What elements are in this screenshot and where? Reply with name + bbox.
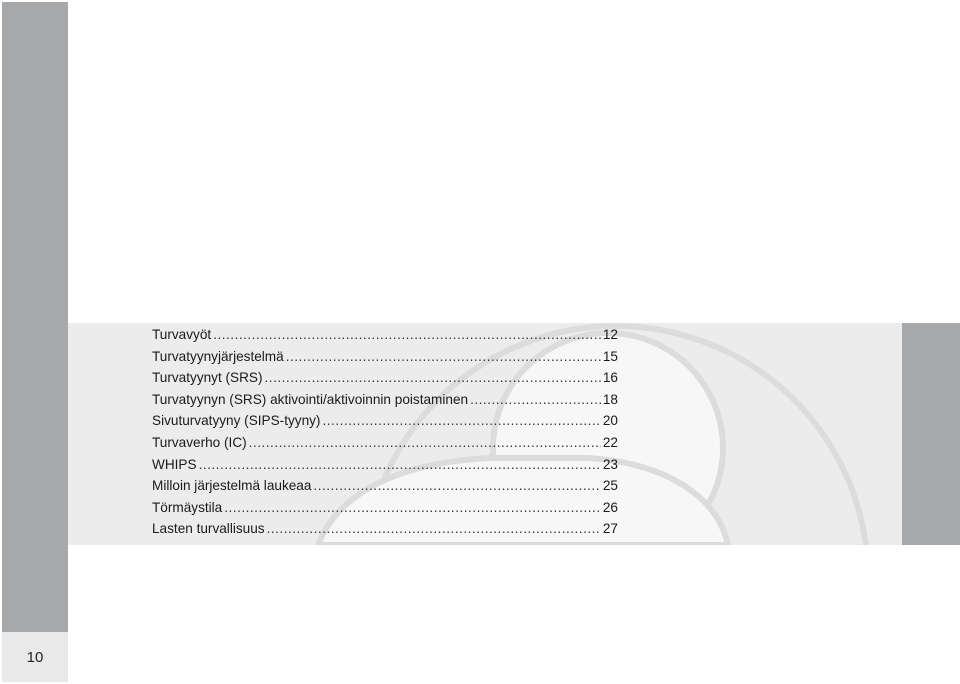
toc-leader-dots	[213, 327, 601, 342]
toc-leader-dots	[286, 349, 601, 364]
right-section-tab	[902, 323, 960, 545]
toc-entry-title: Turvaverho (IC)	[152, 434, 247, 450]
toc-leader-dots	[322, 413, 600, 428]
toc-entry-page: 12	[602, 327, 618, 342]
page-number: 10	[2, 632, 68, 682]
toc-entry-title: Milloin järjestelmä laukeaa	[152, 478, 312, 494]
toc-entry-page: 16	[602, 370, 618, 386]
toc-entry-title: Turvatyynyt (SRS)	[152, 370, 263, 386]
toc-leader-dots	[249, 435, 601, 450]
toc-entry-page: 23	[602, 456, 618, 472]
toc-leader-dots	[267, 521, 601, 536]
toc-entry-page: 15	[602, 348, 618, 364]
toc-entry-title: Turvatyynyjärjestelmä	[152, 348, 284, 364]
table-of-contents	[152, 327, 618, 543]
toc-entry-page: 27	[602, 521, 618, 537]
toc-entry[interactable]	[152, 413, 618, 435]
toc-entry-page: 18	[602, 391, 618, 407]
toc-leader-dots	[199, 457, 601, 472]
toc-entry-title: Turvavyöt	[152, 327, 212, 342]
toc-entry[interactable]	[152, 349, 618, 371]
toc-entry-page: 25	[602, 478, 618, 494]
toc-entry[interactable]	[152, 435, 618, 457]
toc-entry[interactable]	[152, 327, 618, 349]
toc-entry[interactable]	[152, 457, 618, 479]
toc-entry-title: Turvatyynyn (SRS) aktivointi/aktivoinnin poistaminen	[152, 391, 469, 407]
toc-entry-title: WHIPS	[152, 456, 197, 472]
toc-leader-dots	[265, 370, 601, 385]
toc-entry-page: 26	[602, 499, 618, 515]
toc-entry[interactable]	[152, 478, 618, 500]
toc-entry-title: Sivuturvatyyny (SIPS-tyyny)	[152, 413, 321, 429]
toc-band	[68, 323, 902, 545]
toc-entry[interactable]	[152, 392, 618, 414]
toc-entry-page: 20	[602, 413, 618, 429]
toc-entry-title: Törmäystila	[152, 499, 223, 515]
toc-leader-dots	[470, 392, 601, 407]
toc-leader-dots	[224, 500, 601, 515]
toc-entry-title: Lasten turvallisuus	[152, 521, 265, 537]
toc-leader-dots	[313, 478, 600, 493]
left-margin-strip	[2, 2, 68, 632]
toc-entry[interactable]	[152, 521, 618, 543]
toc-entry-page: 22	[602, 434, 618, 450]
toc-entry[interactable]	[152, 370, 618, 392]
toc-entry[interactable]	[152, 500, 618, 522]
